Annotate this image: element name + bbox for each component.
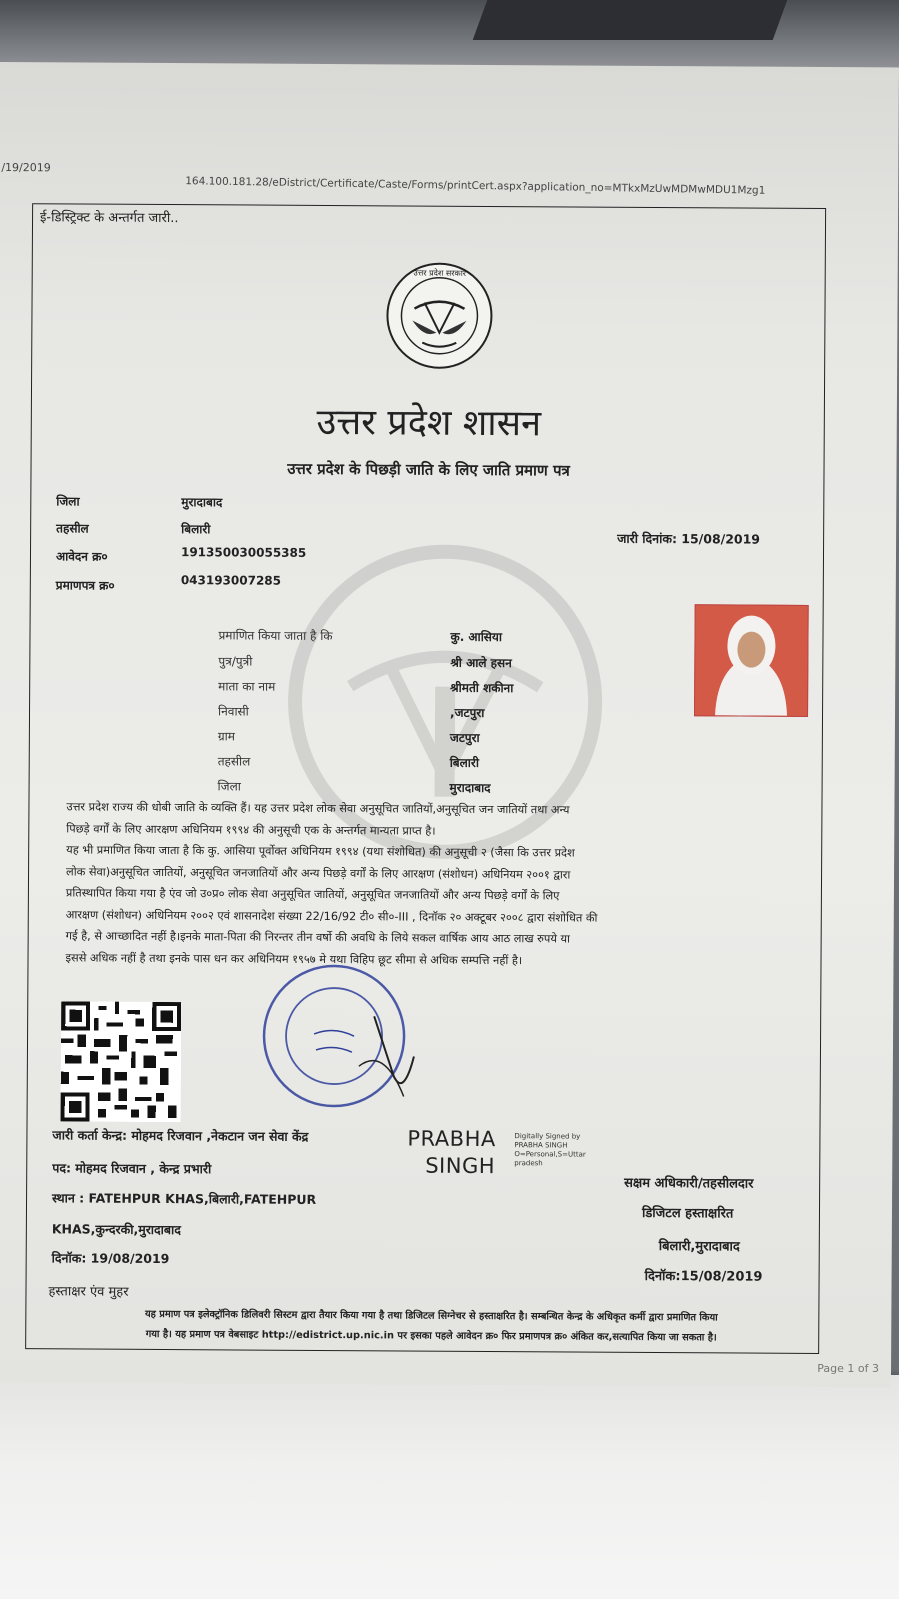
para-line: आरक्षण (संशोधन) अधिनियम २००२ एवं शासनादेश संख्या 22/16/92 टी० सी०-III , दिनॉक २० अक्टूबर २००८ द्वारा संशोधित की — [65, 907, 598, 925]
certificate-frame — [25, 203, 826, 1354]
detail-value-village: जटपुरा — [449, 730, 480, 745]
detail-value-father: श्री आले हसन — [450, 655, 512, 671]
district-label: जिला — [56, 494, 80, 509]
issuer-place-line2: KHAS,कुन्दरकी,मुरादाबाद — [51, 1221, 182, 1238]
application-label: आवेदन क्र० — [55, 549, 108, 564]
certificate-page — [0, 62, 899, 1387]
svg-text:उत्तर प्रदेश सरकार: उत्तर प्रदेश सरकार — [413, 268, 467, 278]
certificate-subtitle: उत्तर प्रदेश के पिछड़ी जाति के लिए जाति प्रमाण पत्र — [287, 459, 570, 480]
detail-label-1: प्रमाणित किया जाता है कि — [218, 628, 333, 644]
person-photo-icon — [695, 605, 808, 716]
para-line: उत्तर प्रदेश राज्य की धोबी जाति के व्यक्ति हैं। यह उत्तर प्रदेश लोक सेवा अनुसूचित जातियों,अनुसूचित जन जातियों तथा अन्य — [66, 800, 570, 817]
district-value: मुरादाबाद — [181, 495, 223, 510]
edistrict-note: ई-डिस्ट्रिक्ट के अन्तर्गत जारी.. — [40, 210, 179, 227]
detail-value-tehsil: बिलारी — [449, 755, 480, 770]
issuer-place-line1: स्थान : FATEHPUR KHAS,बिलारी,FATEHPUR — [52, 1190, 317, 1207]
qr-code-icon — [61, 1001, 182, 1122]
certificate-title: उत्तर प्रदेश शासन — [316, 401, 542, 445]
detail-label-6: तहसील — [217, 754, 251, 769]
authority-designation: सक्षम अधिकारी/तहसीलदार — [624, 1175, 754, 1192]
background-object — [473, 0, 788, 40]
detail-value-resident: ,जटपुरा — [449, 705, 485, 720]
para-line: प्रतिस्थापित किया गया है एंव जो उ०प्र० लोक सेवा अनुसूचित जातियों, अनुसूचित जनजातियों और अन्य पिछड़े वर्गों के लिए — [65, 886, 560, 903]
detail-label-7: जिला — [217, 779, 241, 794]
authority-place: बिलारी,मुरादाबाद — [658, 1239, 740, 1255]
authority-signed: डिजिटल हस्ताक्षरित — [641, 1205, 734, 1222]
paragraph-caste — [65, 796, 806, 973]
para-line: इससे अधिक नहीं है तथा इनके पास धन कर अधिनियम १९५७ मे यथा विहिप छूट सीमा से अधिक सम्पत्ति नहीं है। — [65, 950, 523, 967]
tehsil-value: बिलारी — [181, 522, 211, 537]
detail-label-2: पुत्र/पुत्री — [218, 654, 253, 669]
second-page — [0, 1375, 899, 1599]
sig-note-line: Digitally Signed by — [514, 1132, 581, 1141]
authority-date: दिनॉक:15/08/2019 — [644, 1268, 763, 1285]
para-line: लोक सेवा)अनुसूचित जातियों, अनुसूचित जनजातियों और अन्य पिछड़े वर्गों के लिए आरक्षण (संशोधन) अधिनियम २००१ द्वारा — [66, 864, 571, 881]
footer-line1: यह प्रमाण पत्र इलेक्ट्रॉनिक डिलिवरी सिस्टम द्वारा तैयार किया गया है तथा डिजिटल सिग्नेचर से हस्ताक्षरित है। सम्बन्धित केन्द्र के अधिकृत कर्मी द्वारा प्रमाणित किया — [144, 1308, 718, 1324]
sig-note-line: PRABHA SINGH — [514, 1141, 568, 1150]
application-number: 191350030055385 — [180, 545, 307, 560]
detail-value-district: मुरादाबाद — [449, 780, 491, 796]
detail-label-4: निवासी — [217, 704, 249, 719]
up-emblem-icon — [384, 260, 495, 371]
sig-note-line: O=Personal,S=Uttar — [514, 1150, 586, 1159]
print-date: /19/2019 — [1, 161, 51, 175]
print-url: 164.100.181.28/eDistrict/Certificate/Caste/Forms/printCert.aspx?application_no=MTkxMzUwMDMwMDU1Mzg1 — [185, 175, 766, 197]
issuing-centre: जारी कर्ता केन्द्र: मोहमद रिजवान ,नेकटान जन सेवा केंद्र — [52, 1127, 309, 1144]
issuer-date: दिनॉक: 19/08/2019 — [51, 1250, 170, 1267]
signer-name-line2: SINGH — [425, 1153, 496, 1179]
footer-line2: गया है। यह प्रमाण पत्र वेबसाइट http://edistrict.up.nic.in पर इसका पहले आवेदन क्र० फिर प्रमाणपत्र क्र० अंकित कर,सत्यापित किया जा सकता है। — [145, 1328, 717, 1344]
issue-date: जारी दिनांक: 15/08/2019 — [617, 530, 761, 547]
para-line: गई है, से आच्छादित नहीं है।इनके माता-पिता की निरन्तर तीन वर्षो की अवधि के लिये सकल वार्षिक आय आठ लाख रुपये या — [65, 929, 571, 946]
detail-value-mother: श्रीमती शकीना — [450, 680, 514, 696]
official-seal-icon — [254, 956, 425, 1117]
digital-signature-note — [514, 1132, 586, 1168]
para-line: यह भी प्रमाणित किया जाता है कि कु. आसिया पूर्वोक्त अधिनियम १९९४ (यथा संशोधित) की अनुसूची २ (जैसा कि उत्तर प्रदेश — [66, 843, 575, 860]
tehsil-label: तहसील — [56, 521, 89, 536]
signer-name-line1: PRABHA — [407, 1126, 496, 1152]
issuer-post: पद: मोहमद रिजवान , केन्द्र प्रभारी — [52, 1160, 212, 1177]
detail-value-name: कु. आसिया — [450, 629, 503, 645]
certificate-label: प्रमाणपत्र क्र० — [55, 578, 115, 593]
certificate-number: 043193007285 — [180, 573, 282, 588]
applicant-photo — [694, 604, 809, 717]
page-number: Page 1 of 3 — [817, 1362, 879, 1375]
para-line: पिछड़े वर्गों के लिए आरक्षण अधिनियम १९९४ की अनुसूची एक के अन्तर्गत मान्यता प्राप्त है। — [66, 821, 436, 838]
sig-note-line: pradesh — [514, 1159, 543, 1168]
detail-label-3: माता का नाम — [218, 679, 276, 694]
detail-label-5: ग्राम — [217, 729, 235, 744]
sign-seal-label: हस्ताक्षर एंव मुहर — [48, 1284, 129, 1300]
